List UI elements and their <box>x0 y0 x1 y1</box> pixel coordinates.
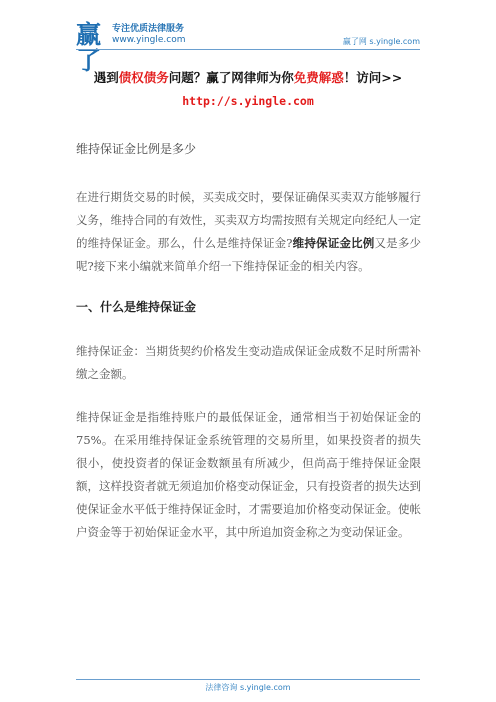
section-heading: 一、什么是维持保证金 <box>76 300 197 314</box>
footer-divider <box>76 679 420 680</box>
promo-banner <box>0 68 496 86</box>
logo-mark: 赢了 <box>76 20 101 75</box>
header-site-link[interactable]: 赢了网 s.yingle.com <box>342 37 420 46</box>
intro-keyword[interactable]: 维持保证金比例 <box>292 236 375 250</box>
logo-tagline: 专注优质法律服务 <box>112 24 185 34</box>
footer-link[interactable]: 法律咨询 s.yingle.com <box>205 683 291 692</box>
intro-text-end: 又是多少呢?接下来小编就来简单介绍一下维持保证金的相关内容。 <box>76 236 422 273</box>
intro-text: 在进行期货交易的时候，买卖成交时，要保证确保买卖双方能够履行义务，维持合同的有效性，买卖双方均需按照有关规定向经纪人一定的维持保证金。那么，什么是维持保证金? <box>76 190 421 250</box>
logo-domain: www.yingle.com <box>112 35 186 45</box>
definition-paragraph: 维持保证金：当期货契约价格发生变动造成保证金成数不足时所需补缴之金额。 <box>76 344 421 381</box>
intro-paragraph <box>76 186 421 278</box>
header-divider <box>76 49 420 50</box>
page-header <box>0 0 496 75</box>
promo-highlight-2: 免费解惑 <box>293 70 344 85</box>
promo-text-2: 问题？赢了网律师为你 <box>168 70 294 85</box>
article-title: 维持保证金比例是多少 <box>76 142 197 156</box>
article-body <box>76 140 421 564</box>
promo-url-link[interactable]: http://s.yingle.com <box>182 94 314 108</box>
detail-paragraph: 维持保证金是指维持账户的最低保证金，通常相当于初始保证金的75%。在采用维持保证金系统管理的交易所里，如果投资者的损失很小，使投资者的保证金数额虽有所减少，但尚高于维持保证金限额，这样投资者就无须追加价格变动保证金，只有投资者的损失达到使保证金水平低于维持保证金时，才需要追加价格变动保证金。使帐户资金等于初始保证金水平，其中所追加资金称之为变动保证金。 <box>76 410 421 539</box>
promo-highlight-1: 债权债务 <box>118 70 169 85</box>
promo-text-3: ！访问>> <box>343 70 403 85</box>
promo-text-1: 遇到 <box>93 70 119 85</box>
